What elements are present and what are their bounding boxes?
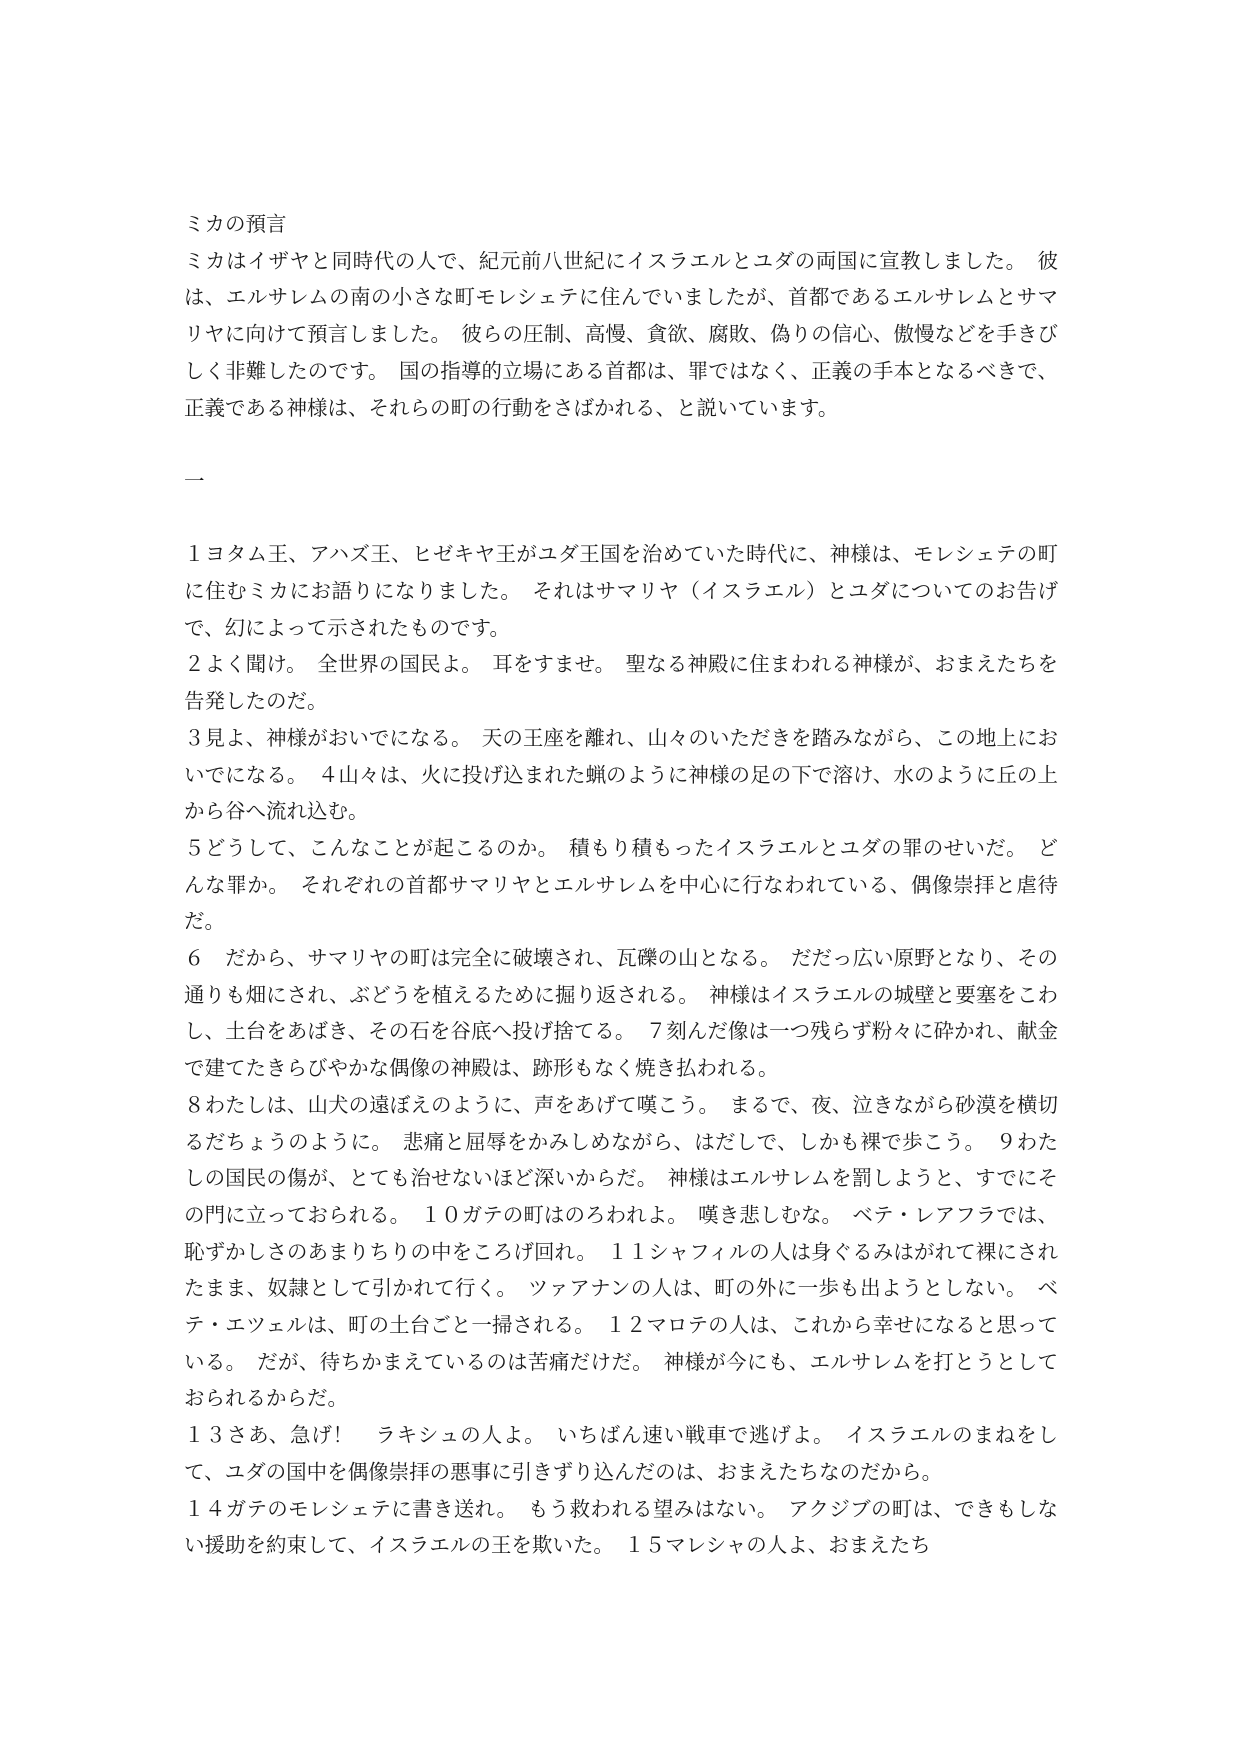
verse-paragraph: ５どうして、こんなことが起こるのか。 積もり積もったイスラエルとユダの罪のせいだ。 どんな罪か。 それぞれの首都サマリヤとエルサレムを中心に行なわれている、偶像崇拝と虐待だ。 xyxy=(184,835,1058,934)
verse-paragraph: １４ガテのモレシェテに書き送れ。 もう救われる望みはない。 アクジブの町は、できもしない援助を約束して、イスラエルの王を欺いた。 １５マレシャの人よ、おまえたち xyxy=(184,1496,1058,1558)
blank-line xyxy=(184,426,1058,463)
document-title: ミカの預言 xyxy=(184,212,287,236)
verse-paragraph: ３見よ、神様がおいでになる。 天の王座を離れ、山々のいただきを踏みながら、この地上においでになる。 ４山々は、火に投げ込まれた蝋のように神様の足の下で溶け、水のように丘の上から谷へ流れ込む。 xyxy=(184,725,1058,824)
blank-line xyxy=(184,500,1058,537)
verse-paragraph: ２よく聞け。 全世界の国民よ。 耳をすませ。 聖なる神殿に住まわれる神様が、おまえたちを告発したのだ。 xyxy=(184,652,1058,714)
document-body xyxy=(184,206,1058,1564)
intro-paragraph: ミカはイザヤと同時代の人で、紀元前八世紀にイスラエルとユダの両国に宣教しました。 彼は、エルサレムの南の小さな町モレシェテに住んでいましたが、首都であるエルサレムとサマリヤに向けて預言しました。 彼らの圧制、高慢、貪欲、腐敗、偽りの信心、傲慢などを手きびしく非難したのです。 国の指導的立場にある首都は、罪ではなく、正義の手本となるべきで、正義である神様は、それらの町の行動をさばかれる、と説いています。 xyxy=(184,248,1058,420)
verse-paragraph: ８わたしは、山犬の遠ぼえのように、声をあげて嘆こう。 まるで、夜、泣きながら砂漠を横切るだちょうのように。 悲痛と屈辱をかみしめながら、はだしで、しかも裸で歩こう。 ９わたしの国民の傷が、とても治せないほど深いからだ。 神様はエルサレムを罰しようと、すでにその門に立っておられる。 １０ガテの町はのろわれよ。 嘆き悲しむな。 ベテ・レアフラでは、恥ずかしさのあまりちりの中をころげ回れ。 １１シャフィルの人は身ぐるみはがれて裸にされたまま、奴隷として引かれて行く。 ツァアナンの人は、町の外に一歩も出ようとしない。 ベテ・エツェルは、町の土台ごと一掃される。 １２マロテの人は、これから幸せになると思っている。 だが、待ちかまえているのは苦痛だけだ。 神様が今にも、エルサレムを打とうとしておられるからだ。 xyxy=(184,1092,1058,1411)
verse-paragraph: １ヨタム王、アハズ王、ヒゼキヤ王がユダ王国を治めていた時代に、神様は、モレシェテの町に住むミカにお語りになりました。 それはサマリヤ（イスラエル）とユダについてのお告げで、幻によって示されたものです。 xyxy=(184,542,1058,640)
chapter-heading: 一 xyxy=(184,468,205,493)
verse-paragraph: ６ だから、サマリヤの町は完全に破壊され、瓦礫の山となる。 だだっ広い原野となり、その通りも畑にされ、ぶどうを植えるために掘り返される。 神様はイスラエルの城壁と要塞をこわし、土台をあばき、その石を谷底へ投げ捨てる。 ７刻んだ像は一つ残らず粉々に砕かれ、献金で建てたきらびやかな偶像の神殿は、跡形もなく焼き払われる。 xyxy=(184,946,1058,1081)
verse-paragraph: １３さあ、急げ！ ラキシュの人よ。 いちばん速い戦車で逃げよ。 イスラエルのまねをして、ユダの国中を偶像崇拝の悪事に引きずり込んだのは、おまえたちなのだから。 xyxy=(184,1423,1058,1484)
